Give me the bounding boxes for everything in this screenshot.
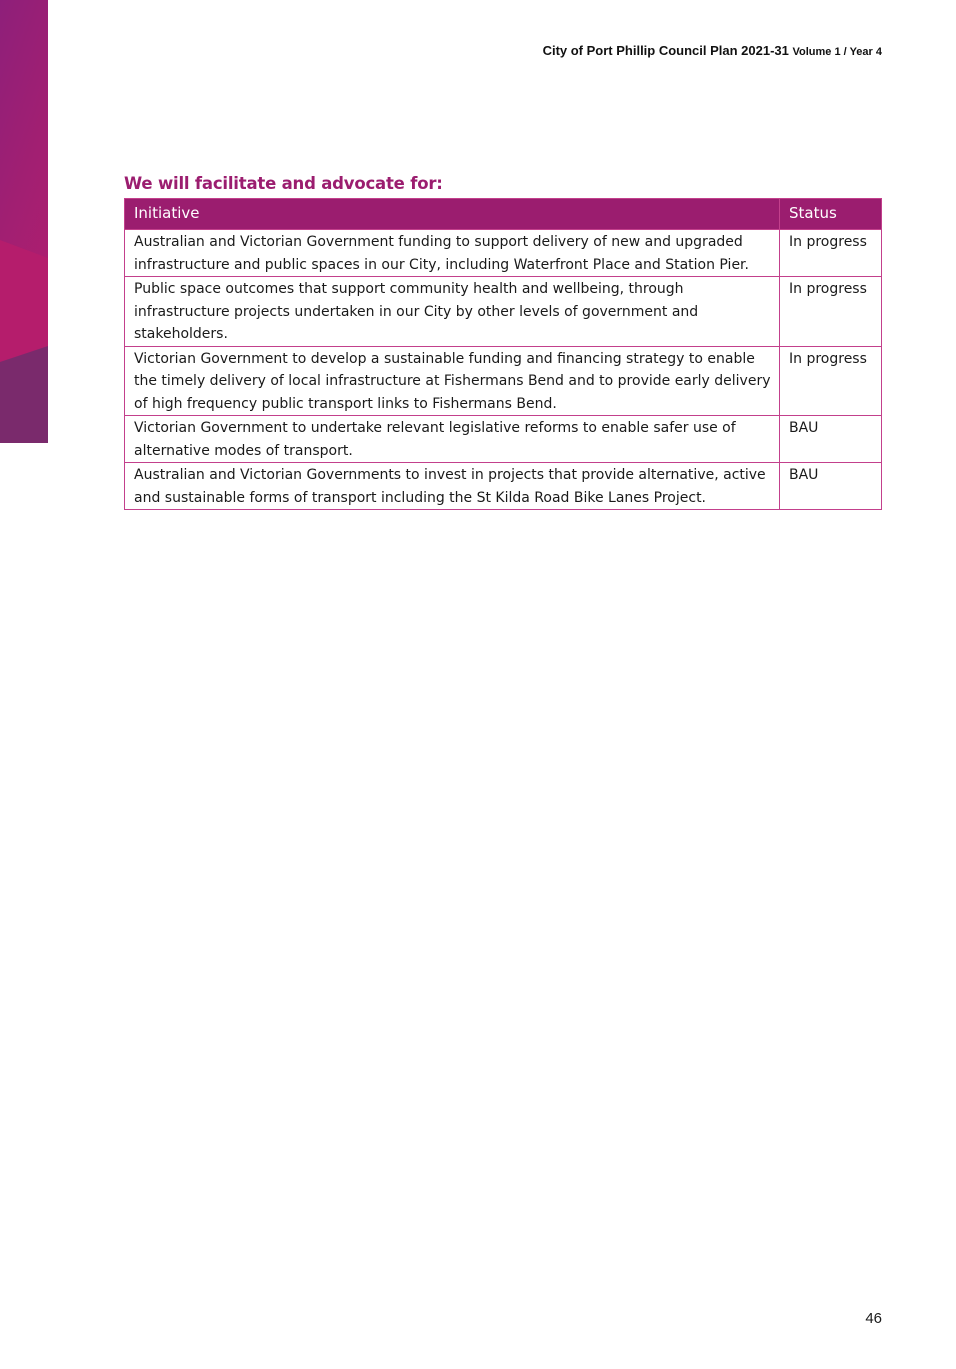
status-cell: In progress xyxy=(780,230,882,277)
running-header xyxy=(543,43,882,58)
table-row xyxy=(125,346,882,416)
section-heading: We will facilitate and advocate for: xyxy=(124,174,443,193)
status-cell: BAU xyxy=(780,416,882,463)
table-header-row xyxy=(125,199,882,230)
table-row xyxy=(125,277,882,347)
volume-year: Volume 1 / Year 4 xyxy=(792,46,882,58)
column-header-initiative: Initiative xyxy=(125,199,780,230)
initiative-cell: Victorian Government to develop a sustainable funding and financing strategy to enable the timely delivery of local infrastructure at Fishermans Bend and to provide early delivery of high frequency public transport links to Fishermans Bend. xyxy=(125,346,780,416)
initiatives-table xyxy=(124,198,882,510)
column-header-status: Status xyxy=(780,199,882,230)
initiative-cell: Public space outcomes that support community health and wellbeing, through infrastructure projects undertaken in our City by other levels of government and stakeholders. xyxy=(125,277,780,347)
document-title: City of Port Phillip Council Plan 2021-31 xyxy=(542,43,789,58)
table-row xyxy=(125,416,882,463)
initiative-cell: Victorian Government to undertake relevant legislative reforms to enable safer use of alternative modes of transport. xyxy=(125,416,780,463)
status-cell: In progress xyxy=(780,277,882,347)
table-row xyxy=(125,463,882,510)
decorative-side-band xyxy=(0,0,48,443)
initiative-cell: Australian and Victorian Governments to invest in projects that provide alternative, active and sustainable forms of transport including the St Kilda Road Bike Lanes Project. xyxy=(125,463,780,510)
initiative-cell: Australian and Victorian Government funding to support delivery of new and upgraded infrastructure and public spaces in our City, including Waterfront Place and Station Pier. xyxy=(125,230,780,277)
status-cell: BAU xyxy=(780,463,882,510)
table-row xyxy=(125,230,882,277)
page-number: 46 xyxy=(865,1310,882,1327)
status-cell: In progress xyxy=(780,346,882,416)
